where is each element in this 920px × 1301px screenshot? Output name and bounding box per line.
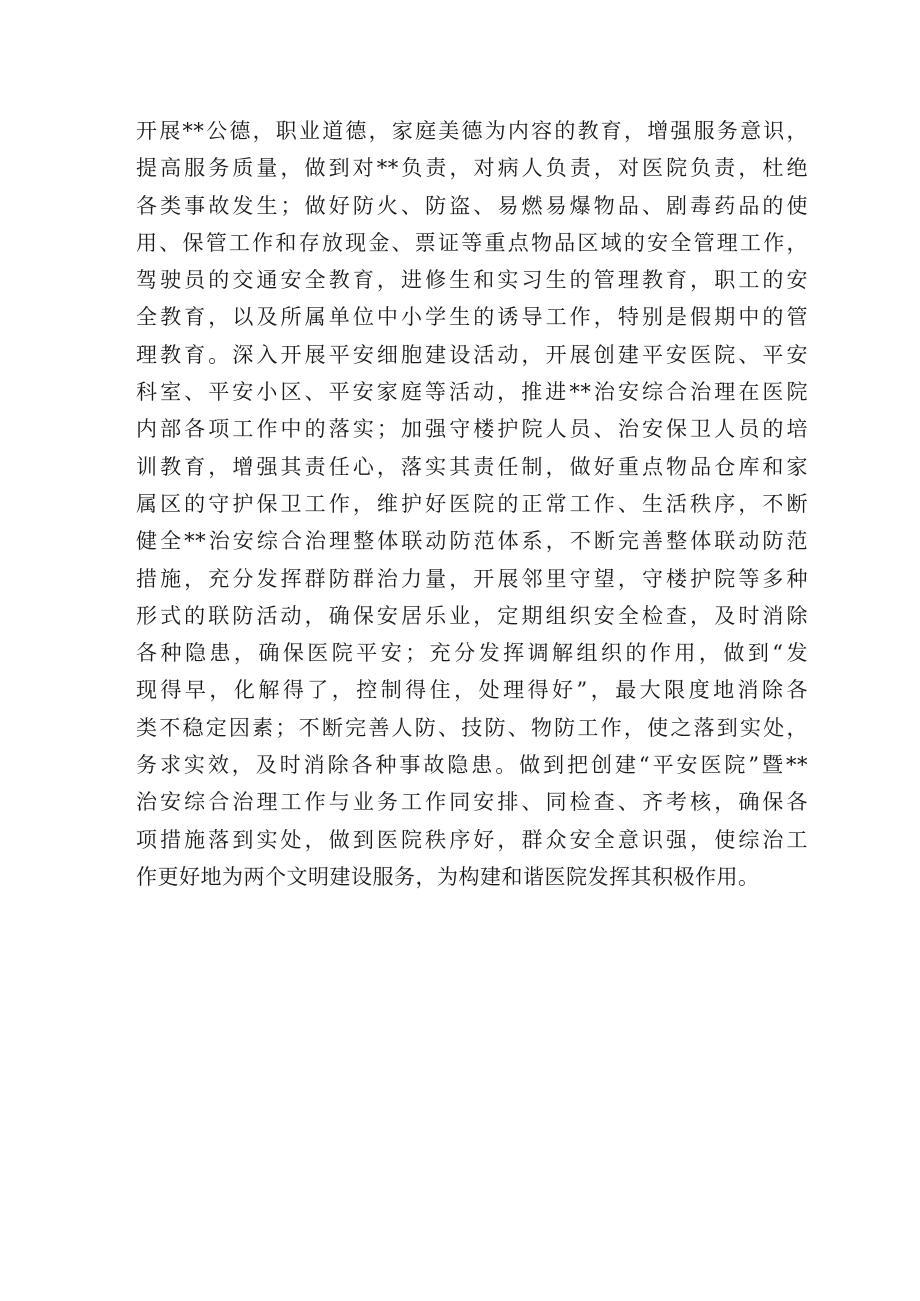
text-line-10: 训教育，增强其责任心，落实其责任制，做好重点物品仓库和家	[136, 454, 808, 479]
text-line-7: 理教育。深入开展平安细胞建设活动，开展创建平安医院、平安	[136, 342, 808, 367]
text-line-2: 提高服务质量，做到对**负责，对病人负责，对医院负责，杜绝	[136, 156, 808, 181]
text-line-3: 各类事故发生；做好防火、防盗、易燃易爆物品、剧毒药品的使	[136, 193, 808, 218]
text-line-6: 全教育，以及所属单位中小学生的诱导工作，特别是假期中的管	[136, 305, 808, 330]
text-line-13: 措施，充分发挥群防群治力量，开展邻里守望，守楼护院等多种	[136, 566, 808, 591]
text-line-15: 各种隐患，确保医院平安；充分发挥调解组织的作用，做到“发	[136, 641, 808, 666]
text-line-16: 现得早，化解得了，控制得住，处理得好”，最大限度地消除各	[136, 678, 808, 703]
text-line-9: 内部各项工作中的落实；加强守楼护院人员、治安保卫人员的培	[136, 417, 808, 442]
text-line-11: 属区的守护保卫工作，维护好医院的正常工作、生活秩序，不断	[136, 491, 808, 516]
body-paragraph	[136, 113, 808, 896]
text-line-1: 开展**公德，职业道德，家庭美德为内容的教育，增强服务意识，	[136, 119, 808, 143]
text-line-17: 类不稳定因素；不断完善人防、技防、物防工作，使之落到实处，	[136, 715, 808, 740]
text-line-18: 务求实效，及时消除各种事故隐患。做到把创建“平安医院”暨**	[136, 753, 808, 778]
text-line-14: 形式的联防活动，确保安居乐业，定期组织安全检查，及时消除	[136, 603, 808, 628]
text-line-4: 用、保管工作和存放现金、票证等重点物品区域的安全管理工作，	[136, 230, 808, 255]
text-line-19: 治安综合治理工作与业务工作同安排、同检查、齐考核，确保各	[136, 790, 808, 815]
text-line-8: 科室、平安小区、平安家庭等活动，推进**治安综合治理在医院	[136, 380, 808, 405]
text-line-12: 健全**治安综合治理整体联动防范体系，不断完善整体联动防范	[136, 529, 808, 554]
text-line-20: 项措施落到实处，做到医院秩序好，群众安全意识强，使综治工	[136, 827, 808, 852]
text-line-21: 作更好地为两个文明建设服务，为构建和谐医院发挥其积极作用。	[136, 864, 760, 889]
text-line-5: 驾驶员的交通安全教育，进修生和实习生的管理教育，职工的安	[136, 268, 808, 293]
